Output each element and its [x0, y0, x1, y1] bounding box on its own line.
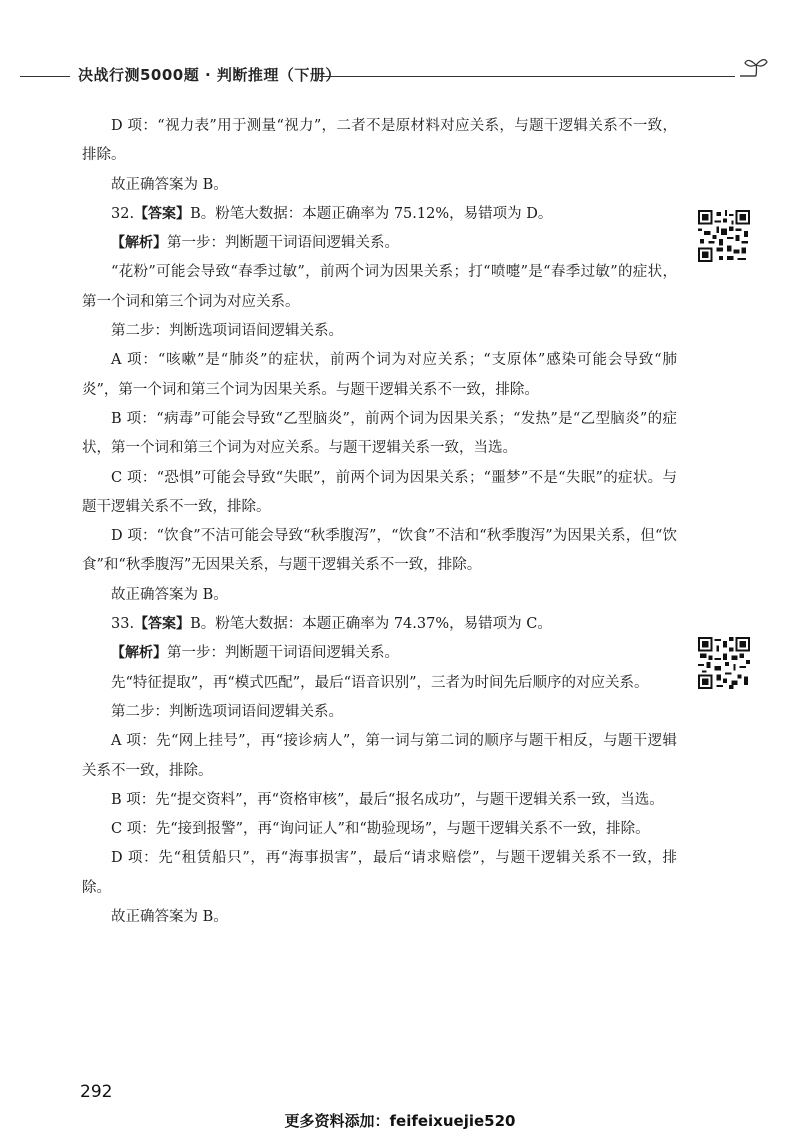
footer-note: 更多资料添加：feifeixuejie520 [284, 1112, 516, 1130]
paragraph: 故正确答案为 B。 [111, 909, 228, 926]
option-b: B 项：先“提交资料”，再“资格审核”，最后“报名成功”，与题干逻辑关系一致，当选。 [111, 791, 664, 808]
sprout-icon [736, 54, 770, 84]
section-marker: 【答案】 [134, 205, 191, 222]
option-c: C 项：“恐惧”可能会导致“失眠”，前两个词为因果关系；“噩梦”不是“失眠”的症状。与题干逻辑关系不一致，排除。 [82, 469, 677, 515]
section-marker: 【解析】 [111, 645, 167, 662]
qr-code-icon[interactable] [698, 210, 750, 262]
running-header [20, 62, 760, 92]
header-rule-left [20, 76, 70, 77]
option-d: D 项：“饮食”不洁可能会导致“秋季腹泻”，“饮食”不洁和“秋季腹泻”为因果关系，但“饮食”和“秋季腹泻”无因果关系，与题干逻辑关系不一致，排除。 [82, 528, 677, 574]
answer-heading-33: 33.【答案】B。粉笔大数据：本题正确率为 74.37%，易错项为 C。 [111, 616, 552, 633]
paragraph: 第二步：判断选项词语间逻辑关系。 [111, 323, 343, 340]
header-title: 决战行测5000题 · 判断推理（下册） [78, 66, 341, 84]
section-marker: 【解析】 [111, 235, 167, 252]
paragraph: “花粉”可能会导致“春季过敏”，前两个词为因果关系；打“喷嚏”是“春季过敏”的症状，第一个词和第三个词为对应关系。 [82, 264, 677, 310]
paragraph: 故正确答案为 B。 [111, 586, 228, 603]
header-rule-right [320, 76, 735, 77]
paragraph: 先“特征提取”，再“模式匹配”，最后“语音识别”，三者为时间先后顺序的对应关系。 [111, 674, 649, 691]
answer-explanation-body [82, 112, 677, 932]
paragraph: 第二步：判断选项词语间逻辑关系。 [111, 703, 343, 720]
answer-heading-32: 32.【答案】B。粉笔大数据：本题正确率为 75.12%，易错项为 D。 [111, 205, 553, 222]
option-d: D 项：先“租赁船只”，再“海事损害”，最后“请求赔偿”，与题干逻辑关系不一致，排除。 [82, 850, 677, 896]
analysis-heading: 【解析】第一步：判断题干词语间逻辑关系。 [111, 235, 399, 252]
option-c: C 项：先“接到报警”，再“询问证人”和“勘验现场”，与题干逻辑关系不一致，排除。 [111, 821, 650, 838]
qr-code-icon[interactable] [698, 637, 750, 689]
option-b: B 项：“病毒”可能会导致“乙型脑炎”，前两个词为因果关系；“发热”是“乙型脑炎”的症状，第一个词和第三个词为对应关系。与题干逻辑关系一致，当选。 [82, 410, 677, 457]
analysis-heading: 【解析】第一步：判断题干词语间逻辑关系。 [111, 645, 399, 662]
paragraph: 故正确答案为 B。 [111, 176, 228, 193]
page-number: 292 [80, 1082, 113, 1102]
paragraph: D 项：“视力表”用于测量“视力”，二者不是原材料对应关系，与题干逻辑关系不一致，排除。 [82, 118, 677, 164]
section-marker: 【答案】 [134, 616, 191, 633]
option-a: A 项：先“网上挂号”，再“接诊病人”，第一词与第二词的顺序与题干相反，与题干逻辑关系不一致，排除。 [82, 733, 677, 779]
option-a: A 项：“咳嗽”是“肺炎”的症状，前两个词为对应关系；“支原体”感染可能会导致“肺炎”，第一个词和第三个词为因果关系。与题干逻辑关系不一致，排除。 [82, 352, 677, 398]
